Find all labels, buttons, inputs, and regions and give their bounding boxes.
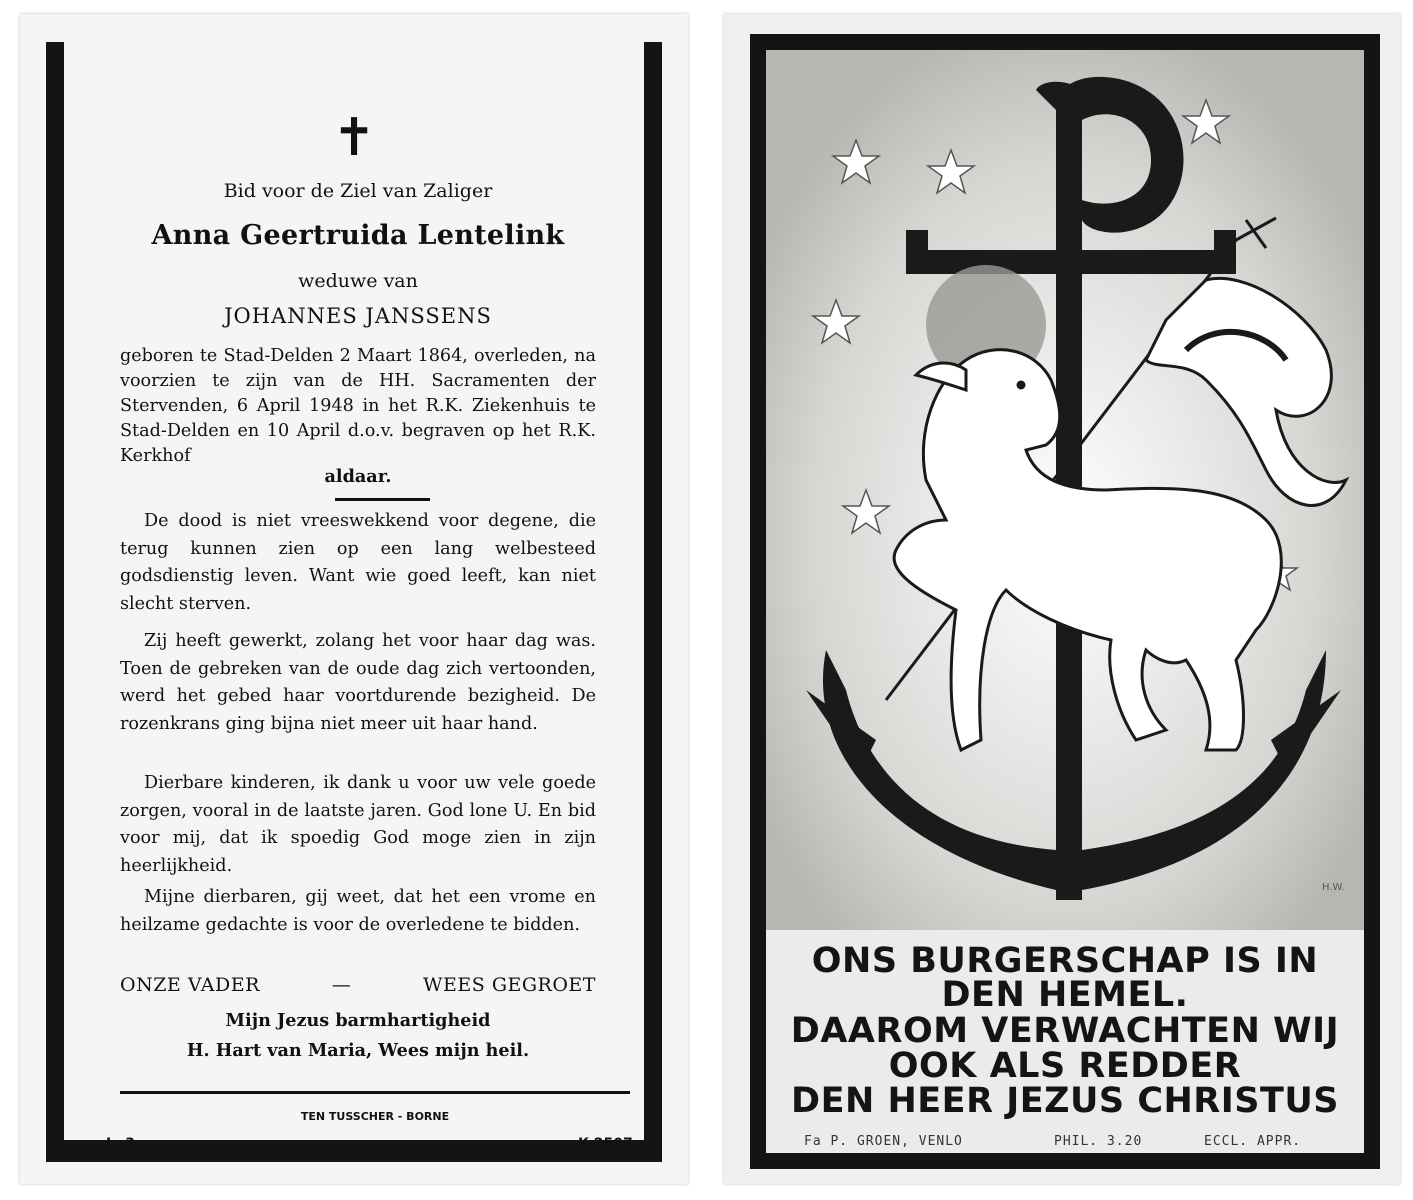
printer-name: TEN TUSSCHER - BORNE <box>300 1110 450 1123</box>
ecclesiastical-approval: ECCL. APPR. <box>1204 1134 1302 1149</box>
prayer-hail-mary: WEES GEGROET <box>423 974 596 996</box>
motto-line: ONS BURGERSCHAP IS IN <box>811 941 1319 981</box>
widow-of-line: weduwe van <box>298 270 418 292</box>
cross-icon: ✝ <box>332 108 376 168</box>
scripture-reference: PHIL. 3.20 <box>1054 1134 1143 1149</box>
cross-bar <box>906 250 1236 274</box>
prayer-line <box>120 974 596 996</box>
memorial-card-text-side <box>20 14 688 1184</box>
memorial-card-image-side <box>724 14 1400 1184</box>
deceased-name: Anna Geertruida Lentelink <box>151 220 565 251</box>
motto-line: DEN HEMEL. <box>941 975 1189 1015</box>
artist-initials: H.W. <box>1322 882 1345 893</box>
motto-line: DAAROM VERWACHTEN WIJ <box>790 1011 1340 1051</box>
biography-end: aldaar. <box>324 466 392 487</box>
divider <box>120 1091 630 1094</box>
publisher: Fa P. GROEN, VENLO <box>804 1134 963 1149</box>
motto-line: OOK ALS REDDER <box>888 1046 1242 1086</box>
motto-line: DEN HEER JEZUS CHRISTUS <box>791 1081 1339 1121</box>
paragraph: Mijne dierbaren, gij weet, dat het een vrome en heilzame gedachte is voor de overledene te bidden. <box>120 887 596 935</box>
paragraph: Zij heeft gewerkt, zolang het voor haar dag was. Toen de gebreken van de oude dag zich vertoonden, werd het gebed haar voortdurende bezigheid. De rozenkrans ging bijna niet meer uit haar hand. <box>120 631 596 734</box>
invocation: H. Hart van Maria, Wees mijn heil. <box>186 1040 530 1061</box>
prayer-dash: — <box>331 974 352 996</box>
paragraph: Dierbare kinderen, ik dank u voor uw vele goede zorgen, vooral in de laatste jaren. God lone U. En bid voor mij, dat ik spoedig God moge zien in zijn heerlijkheid. <box>120 773 596 876</box>
divider <box>335 498 430 501</box>
print-code-right: K 2507 <box>578 1136 633 1152</box>
intro-line: Bid voor de Ziel van Zaliger <box>223 180 493 202</box>
husband-name: JOHANNES JANSSENS <box>224 304 492 328</box>
prayer-our-father: ONZE VADER <box>120 974 260 996</box>
print-code-left: L. 3 <box>106 1136 135 1152</box>
biography: geboren te Stad-Delden 2 Maart 1864, overleden, na voorzien te zijn van de HH. Sacramenten der Stervenden, 6 April 1948 in het R.K. Ziekenhuis te Stad-Delden en 10 April d.o.v. begraven op het R.K. Kerkhof <box>120 346 596 466</box>
paragraph: De dood is niet vreeswekkend voor degene, die terug kunnen zien op een lang welbesteed godsdienstig leven. Want wie goed leeft, kan niet slecht sterven. <box>120 511 596 614</box>
invocation: Mijn Jezus barmhartigheid <box>225 1010 491 1031</box>
lamb-anchor-illustration <box>766 50 1364 930</box>
